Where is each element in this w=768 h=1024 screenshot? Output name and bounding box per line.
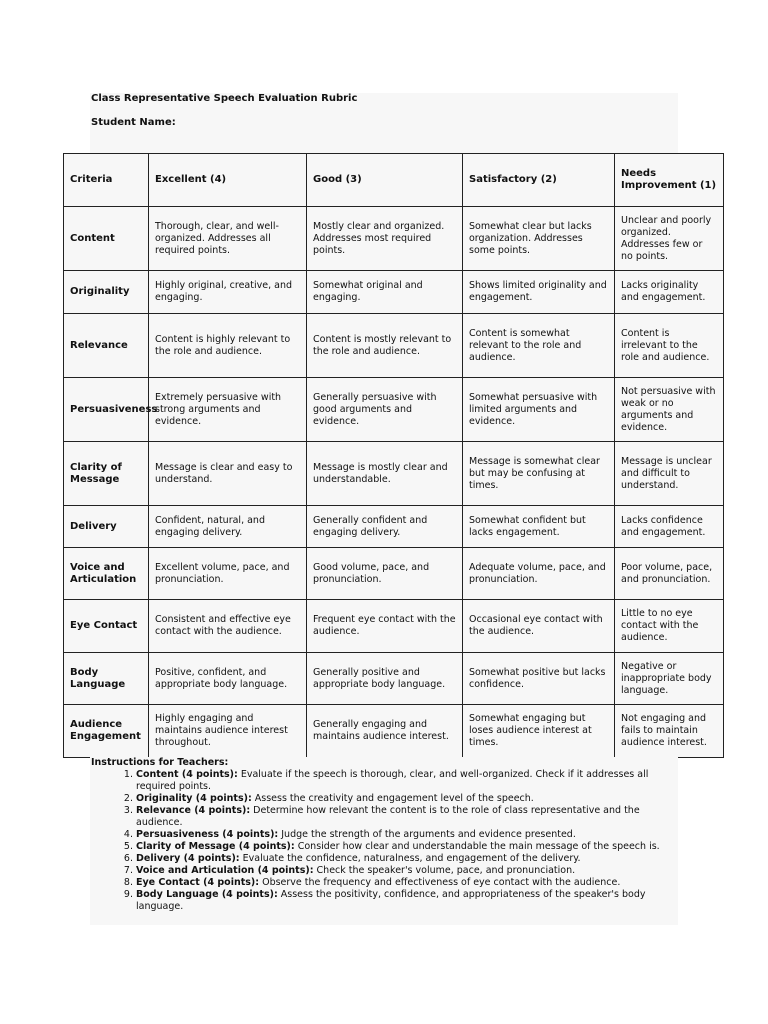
good-cell: Good volume, pace, and pronunciation. xyxy=(307,548,463,600)
list-item xyxy=(136,805,678,829)
rubric-body xyxy=(64,154,724,758)
list-item xyxy=(136,865,678,877)
instruction-label: Clarity of Message (4 points): xyxy=(136,841,295,852)
instructions-list xyxy=(90,769,678,913)
needs-improvement-cell: Poor volume, pace, and pronunciation. xyxy=(615,548,724,600)
criteria-cell: Originality xyxy=(64,271,149,314)
excellent-cell: Thorough, clear, and well-organized. Addresses all required points. xyxy=(149,207,307,271)
good-cell: Generally engaging and maintains audience interest. xyxy=(307,705,463,758)
rubric-table xyxy=(63,153,724,758)
instruction-label: Content (4 points): xyxy=(136,769,238,780)
column-header-satisfactory: Satisfactory (2) xyxy=(463,154,615,207)
list-item xyxy=(136,769,678,793)
instruction-text: Observe the frequency and effectiveness of eye contact with the audience. xyxy=(259,877,621,888)
instruction-label: Body Language (4 points): xyxy=(136,889,278,900)
column-header-criteria: Criteria xyxy=(64,154,149,207)
satisfactory-cell: Somewhat persuasive with limited arguments and evidence. xyxy=(463,378,615,442)
satisfactory-cell: Shows limited originality and engagement. xyxy=(463,271,615,314)
table-row xyxy=(64,600,724,653)
satisfactory-cell: Message is somewhat clear but may be confusing at times. xyxy=(463,442,615,506)
satisfactory-cell: Occasional eye contact with the audience. xyxy=(463,600,615,653)
needs-improvement-cell: Not persuasive with weak or no arguments and evidence. xyxy=(615,378,724,442)
table-row xyxy=(64,378,724,442)
instruction-label: Persuasiveness (4 points): xyxy=(136,829,279,840)
header-row xyxy=(64,154,724,207)
list-item xyxy=(136,829,678,841)
table-row xyxy=(64,653,724,705)
instruction-text: Evaluate if the speech is thorough, clear, and well-organized. Check if it addresses all required points. xyxy=(136,769,649,792)
satisfactory-cell: Somewhat engaging but loses audience interest at times. xyxy=(463,705,615,758)
needs-improvement-cell: Not engaging and fails to maintain audience interest. xyxy=(615,705,724,758)
instruction-text: Evaluate the confidence, naturalness, and engagement of the delivery. xyxy=(239,853,581,864)
table-row xyxy=(64,442,724,506)
needs-improvement-cell: Content is irrelevant to the role and audience. xyxy=(615,314,724,378)
criteria-cell: Eye Contact xyxy=(64,600,149,653)
criteria-cell: Clarity of Message xyxy=(64,442,149,506)
instruction-text: Assess the creativity and engagement level of the speech. xyxy=(251,793,534,804)
criteria-cell: Delivery xyxy=(64,506,149,548)
good-cell: Generally confident and engaging delivery. xyxy=(307,506,463,548)
needs-improvement-cell: Lacks confidence and engagement. xyxy=(615,506,724,548)
column-header-needs-improvement: Needs Improvement (1) xyxy=(615,154,724,207)
table-row xyxy=(64,506,724,548)
needs-improvement-cell: Message is unclear and difficult to understand. xyxy=(615,442,724,506)
document-title: Class Representative Speech Evaluation Rubric xyxy=(91,93,358,104)
criteria-cell: Audience Engagement xyxy=(64,705,149,758)
needs-improvement-cell: Negative or inappropriate body language. xyxy=(615,653,724,705)
instruction-label: Voice and Articulation (4 points): xyxy=(136,865,314,876)
good-cell: Somewhat original and engaging. xyxy=(307,271,463,314)
criteria-cell: Voice and Articulation xyxy=(64,548,149,600)
satisfactory-cell: Somewhat clear but lacks organization. Addresses some points. xyxy=(463,207,615,271)
satisfactory-cell: Somewhat confident but lacks engagement. xyxy=(463,506,615,548)
instruction-text: Determine how relevant the content is to the role of class representative and the audience. xyxy=(136,805,640,828)
needs-improvement-cell: Lacks originality and engagement. xyxy=(615,271,724,314)
instruction-label: Relevance (4 points): xyxy=(136,805,251,816)
list-item xyxy=(136,853,678,865)
table-row xyxy=(64,548,724,600)
instruction-label: Originality (4 points): xyxy=(136,793,252,804)
good-cell: Mostly clear and organized. Addresses most required points. xyxy=(307,207,463,271)
instruction-label: Delivery (4 points): xyxy=(136,853,240,864)
table-row xyxy=(64,705,724,758)
excellent-cell: Message is clear and easy to understand. xyxy=(149,442,307,506)
criteria-cell: Body Language xyxy=(64,653,149,705)
list-item xyxy=(136,793,678,805)
satisfactory-cell: Somewhat positive but lacks confidence. xyxy=(463,653,615,705)
excellent-cell: Highly original, creative, and engaging. xyxy=(149,271,307,314)
instructions-section xyxy=(90,757,678,925)
criteria-cell: Relevance xyxy=(64,314,149,378)
excellent-cell: Content is highly relevant to the role and audience. xyxy=(149,314,307,378)
instruction-label: Eye Contact (4 points): xyxy=(136,877,260,888)
list-item xyxy=(136,877,678,889)
excellent-cell: Positive, confident, and appropriate body language. xyxy=(149,653,307,705)
needs-improvement-cell: Unclear and poorly organized. Addresses few or no points. xyxy=(615,207,724,271)
instruction-text: Assess the positivity, confidence, and appropriateness of the speaker's body language. xyxy=(136,889,646,912)
table-row xyxy=(64,314,724,378)
good-cell: Generally positive and appropriate body language. xyxy=(307,653,463,705)
good-cell: Message is mostly clear and understandable. xyxy=(307,442,463,506)
satisfactory-cell: Adequate volume, pace, and pronunciation. xyxy=(463,548,615,600)
column-header-good: Good (3) xyxy=(307,154,463,207)
excellent-cell: Highly engaging and maintains audience interest throughout. xyxy=(149,705,307,758)
excellent-cell: Consistent and effective eye contact with the audience. xyxy=(149,600,307,653)
excellent-cell: Confident, natural, and engaging delivery. xyxy=(149,506,307,548)
instruction-text: Consider how clear and understandable the main message of the speech is. xyxy=(294,841,660,852)
needs-improvement-cell: Little to no eye contact with the audience. xyxy=(615,600,724,653)
list-item xyxy=(136,889,678,913)
excellent-cell: Excellent volume, pace, and pronunciation. xyxy=(149,548,307,600)
good-cell: Generally persuasive with good arguments and evidence. xyxy=(307,378,463,442)
criteria-cell: Persuasiveness xyxy=(64,378,149,442)
instructions-title: Instructions for Teachers: xyxy=(91,757,229,768)
table-row xyxy=(64,207,724,271)
instruction-text: Check the speaker's volume, pace, and pronunciation. xyxy=(313,865,576,876)
list-item xyxy=(136,841,678,853)
excellent-cell: Extremely persuasive with strong arguments and evidence. xyxy=(149,378,307,442)
column-header-excellent: Excellent (4) xyxy=(149,154,307,207)
good-cell: Content is mostly relevant to the role and audience. xyxy=(307,314,463,378)
student-name-label: Student Name: xyxy=(91,117,176,128)
satisfactory-cell: Content is somewhat relevant to the role and audience. xyxy=(463,314,615,378)
instruction-text: Judge the strength of the arguments and evidence presented. xyxy=(278,829,576,840)
good-cell: Frequent eye contact with the audience. xyxy=(307,600,463,653)
table-row xyxy=(64,271,724,314)
criteria-cell: Content xyxy=(64,207,149,271)
